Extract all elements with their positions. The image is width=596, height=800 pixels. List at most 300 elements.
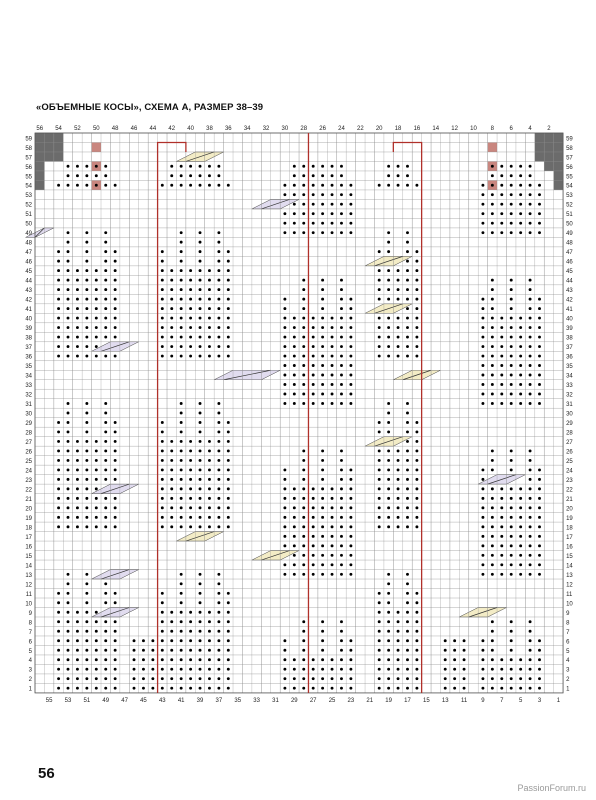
purl-dot	[293, 497, 296, 500]
purl-dot	[170, 468, 173, 471]
purl-dot	[481, 487, 484, 490]
purl-dot	[95, 355, 98, 358]
purl-dot	[189, 677, 192, 680]
purl-dot	[67, 345, 70, 348]
purl-dot	[95, 336, 98, 339]
purl-dot	[67, 336, 70, 339]
purl-dot	[227, 449, 230, 452]
purl-dot	[349, 563, 352, 566]
purl-dot	[529, 658, 532, 661]
purl-dot	[529, 478, 532, 481]
purl-dot	[538, 336, 541, 339]
purl-dot	[312, 193, 315, 196]
purl-dot	[76, 487, 79, 490]
purl-dot	[312, 402, 315, 405]
purl-dot	[510, 174, 513, 177]
page-number: 56	[38, 765, 55, 782]
purl-dot	[538, 222, 541, 225]
purl-dot	[170, 326, 173, 329]
top-column-label: 32	[262, 126, 270, 132]
purl-dot	[85, 592, 88, 595]
purl-dot	[331, 165, 334, 168]
purl-dot	[529, 516, 532, 519]
purl-dot	[538, 468, 541, 471]
purl-dot	[302, 184, 305, 187]
purl-dot	[397, 468, 400, 471]
purl-dot	[519, 212, 522, 215]
purl-dot	[538, 668, 541, 671]
purl-dot	[491, 231, 494, 234]
right-row-label: 46	[566, 259, 573, 266]
purl-dot	[519, 506, 522, 509]
purl-dot	[312, 383, 315, 386]
purl-dot	[406, 620, 409, 623]
bottom-column-label: 19	[385, 697, 392, 704]
purl-dot	[312, 668, 315, 671]
purl-dot	[302, 231, 305, 234]
purl-dot	[151, 687, 154, 690]
purl-dot	[340, 184, 343, 187]
purl-dot	[349, 468, 352, 471]
right-row-label: 3	[566, 667, 570, 674]
purl-dot	[538, 203, 541, 206]
purl-dot	[293, 525, 296, 528]
purl-dot	[406, 639, 409, 642]
purl-dot	[406, 165, 409, 168]
purl-dot	[283, 326, 286, 329]
purl-dot	[95, 449, 98, 452]
purl-dot	[349, 554, 352, 557]
purl-dot	[481, 497, 484, 500]
purl-dot	[312, 393, 315, 396]
purl-dot	[208, 355, 211, 358]
purl-dot	[67, 165, 70, 168]
purl-dot	[491, 345, 494, 348]
purl-dot	[293, 326, 296, 329]
purl-dot	[397, 184, 400, 187]
purl-dot	[378, 506, 381, 509]
left-row-label: 23	[25, 477, 32, 484]
purl-dot	[519, 193, 522, 196]
purl-dot	[104, 288, 107, 291]
purl-dot	[510, 326, 513, 329]
purl-dot	[67, 430, 70, 433]
purl-dot	[76, 440, 79, 443]
purl-dot	[217, 658, 220, 661]
left-row-label: 45	[25, 269, 32, 276]
purl-dot	[104, 184, 107, 187]
purl-dot	[349, 639, 352, 642]
purl-dot	[67, 611, 70, 614]
top-column-label: 38	[206, 126, 213, 132]
purl-dot	[217, 421, 220, 424]
purl-dot	[321, 687, 324, 690]
purl-dot	[519, 336, 522, 339]
no-stitch-cell	[535, 152, 544, 161]
purl-dot	[57, 639, 60, 642]
purl-dot	[57, 326, 60, 329]
purl-dot	[57, 649, 60, 652]
purl-dot	[95, 677, 98, 680]
purl-dot	[406, 355, 409, 358]
right-row-label: 27	[566, 439, 573, 446]
purl-dot	[538, 374, 541, 377]
purl-dot	[415, 421, 418, 424]
purl-dot	[500, 355, 503, 358]
right-row-label: 59	[566, 136, 573, 143]
purl-dot	[208, 687, 211, 690]
purl-dot	[529, 364, 532, 367]
purl-dot	[217, 487, 220, 490]
purl-dot	[57, 307, 60, 310]
purl-dot	[397, 279, 400, 282]
purl-dot	[104, 279, 107, 282]
purl-dot	[67, 592, 70, 595]
purl-dot	[67, 269, 70, 272]
top-column-label: 54	[55, 126, 62, 132]
purl-dot	[95, 440, 98, 443]
purl-dot	[406, 516, 409, 519]
purl-dot	[283, 658, 286, 661]
purl-dot	[217, 165, 220, 168]
purl-dot	[321, 478, 324, 481]
purl-dot	[529, 374, 532, 377]
purl-dot	[397, 611, 400, 614]
purl-dot	[387, 525, 390, 528]
purl-dot	[180, 639, 183, 642]
purl-dot	[57, 288, 60, 291]
purl-dot	[114, 317, 117, 320]
purl-dot	[349, 506, 352, 509]
purl-dot	[283, 374, 286, 377]
bottom-column-label: 13	[441, 697, 449, 704]
purl-dot	[57, 497, 60, 500]
left-row-label: 29	[25, 420, 32, 427]
purl-dot	[227, 658, 230, 661]
purl-dot	[180, 288, 183, 291]
purl-dot	[283, 497, 286, 500]
purl-dot	[529, 307, 532, 310]
purl-dot	[76, 336, 79, 339]
purl-dot	[114, 687, 117, 690]
purl-dot	[217, 668, 220, 671]
purl-dot	[349, 668, 352, 671]
purl-dot	[114, 649, 117, 652]
purl-dot	[340, 649, 343, 652]
purl-dot	[180, 269, 183, 272]
purl-dot	[529, 336, 532, 339]
purl-dot	[406, 326, 409, 329]
purl-dot	[85, 573, 88, 576]
purl-dot	[312, 497, 315, 500]
purl-dot	[406, 317, 409, 320]
purl-dot	[331, 231, 334, 234]
purl-dot	[161, 250, 164, 253]
purl-dot	[104, 668, 107, 671]
purl-dot	[180, 630, 183, 633]
purl-dot	[406, 250, 409, 253]
purl-dot	[415, 468, 418, 471]
purl-dot	[217, 336, 220, 339]
purl-dot	[510, 355, 513, 358]
purl-dot	[67, 639, 70, 642]
purl-dot	[387, 687, 390, 690]
purl-dot	[321, 487, 324, 490]
purl-dot	[481, 326, 484, 329]
purl-dot	[104, 412, 107, 415]
purl-dot	[85, 402, 88, 405]
left-row-label: 3	[28, 667, 32, 674]
purl-dot	[114, 449, 117, 452]
purl-dot	[302, 374, 305, 377]
right-row-label: 21	[566, 496, 573, 503]
purl-dot	[189, 449, 192, 452]
purl-dot	[397, 516, 400, 519]
purl-dot	[85, 336, 88, 339]
purl-dot	[491, 165, 494, 168]
purl-dot	[397, 487, 400, 490]
purl-dot	[491, 355, 494, 358]
purl-dot	[199, 231, 202, 234]
purl-dot	[340, 525, 343, 528]
purl-dot	[227, 687, 230, 690]
purl-dot	[85, 260, 88, 263]
purl-dot	[406, 307, 409, 310]
purl-dot	[217, 687, 220, 690]
purl-dot	[180, 231, 183, 234]
top-column-label: 20	[375, 126, 383, 132]
purl-dot	[180, 184, 183, 187]
purl-dot	[387, 506, 390, 509]
purl-dot	[208, 459, 211, 462]
purl-dot	[76, 449, 79, 452]
purl-dot	[349, 364, 352, 367]
purl-dot	[76, 677, 79, 680]
purl-dot	[76, 506, 79, 509]
purl-dot	[481, 535, 484, 538]
left-row-label: 30	[25, 411, 32, 418]
right-row-label: 50	[566, 221, 573, 228]
purl-dot	[519, 525, 522, 528]
purl-dot	[161, 516, 164, 519]
purl-dot	[529, 279, 532, 282]
purl-dot	[199, 326, 202, 329]
purl-dot	[500, 658, 503, 661]
purl-dot	[500, 317, 503, 320]
purl-dot	[217, 317, 220, 320]
purl-dot	[378, 355, 381, 358]
no-stitch-cell	[54, 133, 63, 142]
purl-dot	[519, 231, 522, 234]
purl-dot	[283, 307, 286, 310]
purl-dot	[170, 165, 173, 168]
left-row-label: 11	[25, 591, 32, 598]
purl-dot	[481, 478, 484, 481]
right-row-label: 10	[566, 601, 573, 608]
purl-dot	[283, 383, 286, 386]
purl-dot	[199, 250, 202, 253]
purl-dot	[349, 184, 352, 187]
purl-dot	[170, 317, 173, 320]
purl-dot	[453, 649, 456, 652]
purl-dot	[406, 421, 409, 424]
right-row-label: 36	[566, 354, 573, 361]
purl-dot	[199, 421, 202, 424]
purl-dot	[76, 687, 79, 690]
purl-dot	[57, 449, 60, 452]
purl-dot	[529, 355, 532, 358]
purl-dot	[529, 487, 532, 490]
purl-dot	[217, 298, 220, 301]
purl-dot	[397, 317, 400, 320]
purl-dot	[104, 260, 107, 263]
purl-dot	[161, 687, 164, 690]
purl-dot	[491, 393, 494, 396]
purl-dot	[529, 184, 532, 187]
purl-dot	[378, 677, 381, 680]
purl-dot	[76, 165, 79, 168]
purl-dot	[340, 478, 343, 481]
purl-dot	[538, 639, 541, 642]
purl-dot	[453, 639, 456, 642]
purl-dot	[85, 165, 88, 168]
purl-dot	[387, 317, 390, 320]
purl-dot	[510, 317, 513, 320]
purl-dot	[180, 355, 183, 358]
purl-dot	[85, 658, 88, 661]
purl-dot	[415, 487, 418, 490]
purl-dot	[189, 658, 192, 661]
purl-dot	[217, 630, 220, 633]
left-row-label: 13	[25, 572, 32, 579]
purl-dot	[321, 468, 324, 471]
purl-dot	[104, 355, 107, 358]
purl-dot	[227, 250, 230, 253]
purl-dot	[161, 184, 164, 187]
right-row-label: 18	[566, 525, 573, 532]
purl-dot	[481, 345, 484, 348]
purl-dot	[217, 184, 220, 187]
top-column-label: 52	[74, 126, 81, 132]
purl-dot	[349, 336, 352, 339]
bottom-column-label: 55	[45, 697, 53, 704]
purl-dot	[406, 298, 409, 301]
purl-dot	[180, 582, 183, 585]
purl-dot	[378, 468, 381, 471]
purl-dot	[331, 174, 334, 177]
purl-dot	[95, 649, 98, 652]
purl-dot	[500, 668, 503, 671]
purl-dot	[293, 677, 296, 680]
purl-dot	[95, 279, 98, 282]
purl-dot	[481, 506, 484, 509]
purl-dot	[529, 326, 532, 329]
purl-dot	[415, 355, 418, 358]
purl-dot	[85, 525, 88, 528]
purl-dot	[340, 677, 343, 680]
purl-dot	[500, 212, 503, 215]
purl-dot	[208, 307, 211, 310]
purl-dot	[406, 174, 409, 177]
purl-dot	[142, 687, 145, 690]
bottom-column-label: 7	[500, 697, 504, 704]
purl-dot	[500, 525, 503, 528]
purl-dot	[180, 468, 183, 471]
purl-dot	[67, 326, 70, 329]
purl-dot	[331, 535, 334, 538]
purl-dot	[481, 402, 484, 405]
purl-dot	[199, 649, 202, 652]
left-row-label: 18	[25, 525, 32, 532]
purl-dot	[293, 535, 296, 538]
purl-dot	[161, 468, 164, 471]
purl-dot	[302, 516, 305, 519]
purl-dot	[349, 307, 352, 310]
purl-dot	[293, 554, 296, 557]
purl-dot	[312, 364, 315, 367]
left-row-label: 2	[28, 677, 32, 684]
purl-dot	[349, 497, 352, 500]
purl-dot	[283, 355, 286, 358]
purl-dot	[463, 658, 466, 661]
purl-dot	[340, 658, 343, 661]
right-row-label: 14	[566, 563, 573, 570]
purl-dot	[199, 241, 202, 244]
purl-dot	[180, 279, 183, 282]
purl-dot	[312, 516, 315, 519]
purl-dot	[199, 630, 202, 633]
purl-dot	[76, 639, 79, 642]
no-stitch-cell	[54, 152, 63, 161]
purl-dot	[199, 658, 202, 661]
purl-dot	[57, 677, 60, 680]
purl-dot	[104, 402, 107, 405]
purl-dot	[538, 687, 541, 690]
purl-dot	[133, 639, 136, 642]
purl-dot	[170, 506, 173, 509]
purl-dot	[114, 630, 117, 633]
purl-dot	[378, 430, 381, 433]
purl-dot	[283, 487, 286, 490]
purl-dot	[217, 677, 220, 680]
purl-dot	[406, 430, 409, 433]
purl-dot	[67, 668, 70, 671]
purl-dot	[519, 355, 522, 358]
purl-dot	[481, 184, 484, 187]
purl-dot	[406, 269, 409, 272]
purl-dot	[453, 668, 456, 671]
purl-dot	[387, 639, 390, 642]
no-stitch-cell	[35, 161, 44, 170]
purl-dot	[104, 307, 107, 310]
purl-dot	[302, 620, 305, 623]
purl-dot	[217, 449, 220, 452]
purl-dot	[331, 212, 334, 215]
purl-dot	[331, 393, 334, 396]
purl-dot	[491, 668, 494, 671]
right-row-label: 25	[566, 458, 573, 465]
purl-dot	[321, 459, 324, 462]
purl-dot	[378, 592, 381, 595]
purl-dot	[529, 402, 532, 405]
purl-dot	[199, 298, 202, 301]
purl-dot	[312, 212, 315, 215]
purl-dot	[208, 516, 211, 519]
purl-dot	[85, 649, 88, 652]
left-row-label: 44	[25, 278, 32, 285]
purl-dot	[142, 639, 145, 642]
right-row-label: 2	[566, 677, 570, 684]
